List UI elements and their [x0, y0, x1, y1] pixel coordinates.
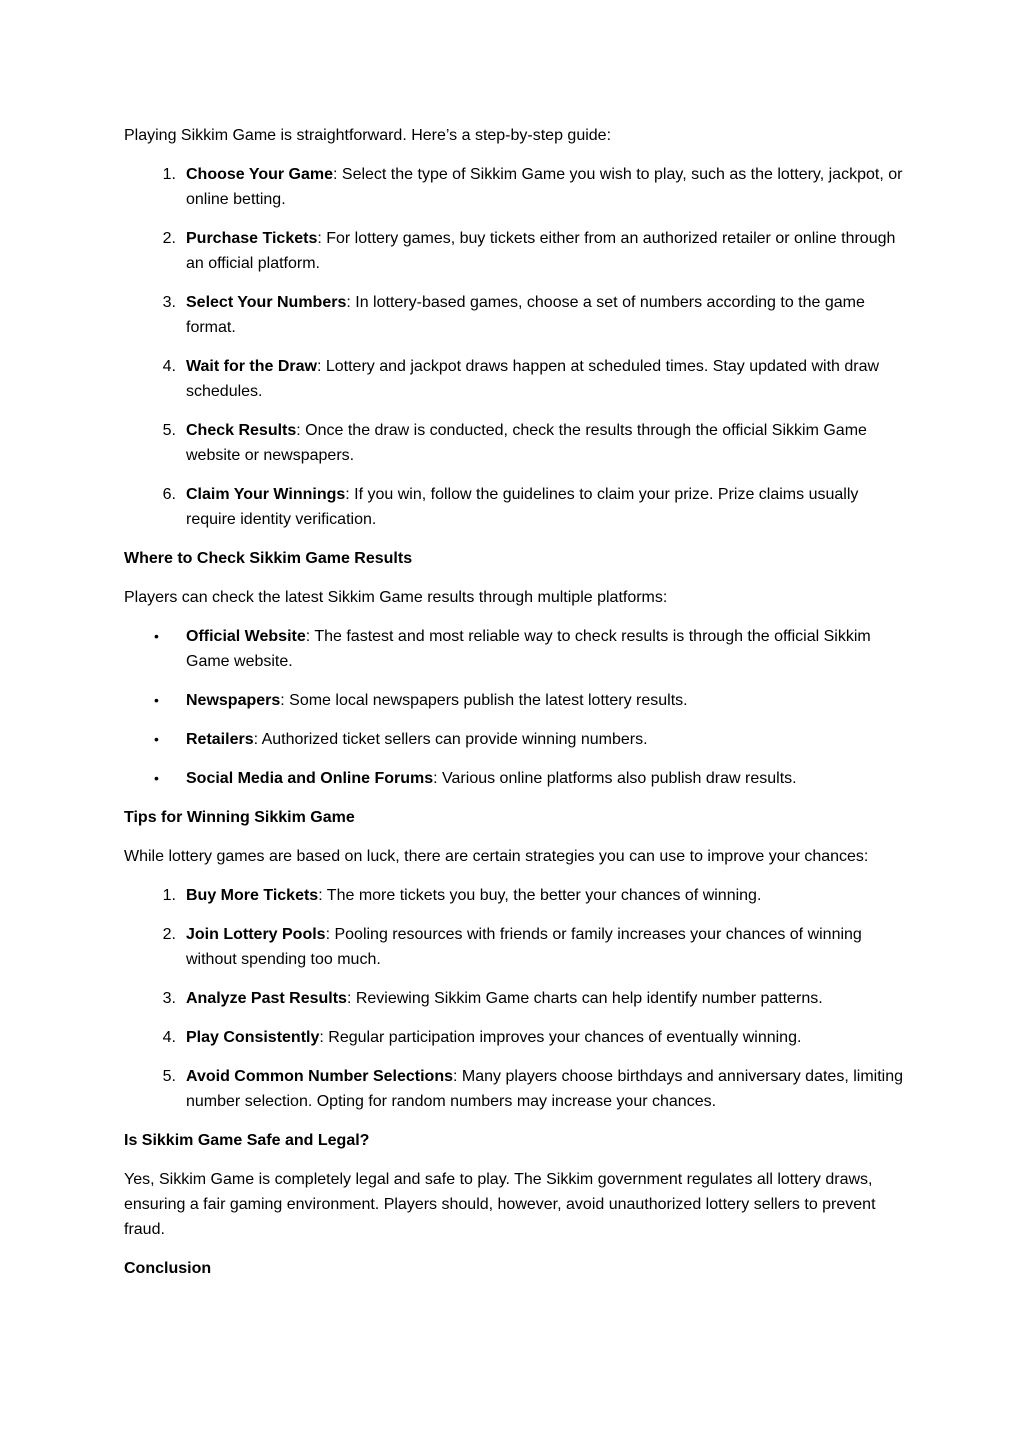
tip-title: Join Lottery Pools	[186, 926, 326, 943]
bullet-marker: •	[154, 770, 159, 786]
platform-text: : Authorized ticket sellers can provide winning numbers.	[253, 731, 648, 748]
step-title: Select Your Numbers	[186, 294, 347, 311]
list-item	[124, 727, 904, 752]
tips-list	[124, 883, 904, 1114]
list-number: 2.	[162, 230, 176, 247]
list-item	[124, 986, 904, 1011]
list-number: 1.	[162, 887, 176, 904]
list-item	[124, 354, 904, 404]
platform-title: Retailers	[186, 731, 254, 748]
list-number: 6.	[162, 486, 176, 503]
list-item	[124, 1064, 904, 1114]
safe-heading: Is Sikkim Game Safe and Legal?	[124, 1132, 370, 1149]
list-item	[124, 162, 904, 212]
list-number: 4.	[162, 1029, 176, 1046]
tip-text: : The more tickets you buy, the better your chances of winning.	[318, 887, 762, 904]
tip-title: Play Consistently	[186, 1029, 320, 1046]
step-title: Choose Your Game	[186, 166, 333, 183]
safe-paragraph: Yes, Sikkim Game is completely legal and safe to play. The Sikkim government regulates all lottery draws, ensuring a fair gaming environment. Players should, however, avoid unauthorized lottery sellers to prevent fraud.	[124, 1171, 876, 1238]
bullet-marker: •	[154, 731, 159, 747]
platform-text: : The fastest and most reliable way to check results is through the official Sikkim Game website.	[186, 628, 871, 670]
list-item	[124, 290, 904, 340]
list-item	[124, 482, 904, 532]
step-text: : If you win, follow the guidelines to claim your prize. Prize claims usually require identity verification.	[186, 486, 859, 528]
list-item	[124, 766, 904, 791]
list-item	[124, 1025, 904, 1050]
list-item	[124, 883, 904, 908]
list-item	[124, 226, 904, 276]
list-item	[124, 922, 904, 972]
platform-text: : Various online platforms also publish draw results.	[433, 770, 797, 787]
results-intro: Players can check the latest Sikkim Game results through multiple platforms:	[124, 589, 668, 606]
tip-title: Avoid Common Number Selections	[186, 1068, 453, 1085]
step-title: Check Results	[186, 422, 297, 439]
list-item	[124, 418, 904, 468]
tip-text: : Pooling resources with friends or family increases your chances of winning without spending too much.	[186, 926, 862, 968]
list-item	[124, 688, 904, 713]
steps-list	[124, 162, 904, 532]
tip-title: Analyze Past Results	[186, 990, 347, 1007]
step-text: : For lottery games, buy tickets either from an authorized retailer or online through an official platform.	[186, 230, 896, 272]
platform-title: Newspapers	[186, 692, 281, 709]
step-text: : Once the draw is conducted, check the results through the official Sikkim Game website or newspapers.	[186, 422, 867, 464]
list-number: 5.	[162, 1068, 176, 1085]
list-number: 2.	[162, 926, 176, 943]
step-title: Purchase Tickets	[186, 230, 318, 247]
tip-text: : Many players choose birthdays and anniversary dates, limiting number selection. Opting for random numbers may increase your chances.	[186, 1068, 903, 1110]
tip-title: Buy More Tickets	[186, 887, 319, 904]
platform-title: Official Website	[186, 628, 306, 645]
platforms-list	[124, 624, 904, 791]
list-number: 1.	[162, 166, 176, 183]
tips-heading: Tips for Winning Sikkim Game	[124, 809, 355, 826]
step-title: Claim Your Winnings	[186, 486, 346, 503]
tip-text: : Regular participation improves your chances of eventually winning.	[319, 1029, 802, 1046]
platform-title: Social Media and Online Forums	[186, 770, 434, 787]
tip-text: : Reviewing Sikkim Game charts can help identify number patterns.	[346, 990, 823, 1007]
tips-intro: While lottery games are based on luck, there are certain strategies you can use to improve your chances:	[124, 848, 869, 865]
step-text: : In lottery-based games, choose a set of numbers according to the game format.	[186, 294, 865, 336]
bullet-marker: •	[154, 692, 159, 708]
list-number: 4.	[162, 358, 176, 375]
list-number: 5.	[162, 422, 176, 439]
intro-paragraph: Playing Sikkim Game is straightforward. Here’s a step-by-step guide:	[124, 127, 612, 144]
step-text: : Lottery and jackpot draws happen at scheduled times. Stay updated with draw schedules.	[186, 358, 880, 400]
step-text: : Select the type of Sikkim Game you wish to play, such as the lottery, jackpot, or online betting.	[186, 166, 903, 208]
conclusion-heading: Conclusion	[124, 1260, 212, 1277]
results-heading: Where to Check Sikkim Game Results	[124, 550, 413, 567]
platform-text: : Some local newspapers publish the latest lottery results.	[280, 692, 688, 709]
list-number: 3.	[162, 990, 176, 1007]
document-content	[124, 123, 904, 1295]
step-title: Wait for the Draw	[186, 358, 317, 375]
list-item	[124, 624, 904, 674]
bullet-marker: •	[154, 628, 159, 644]
list-number: 3.	[162, 294, 176, 311]
